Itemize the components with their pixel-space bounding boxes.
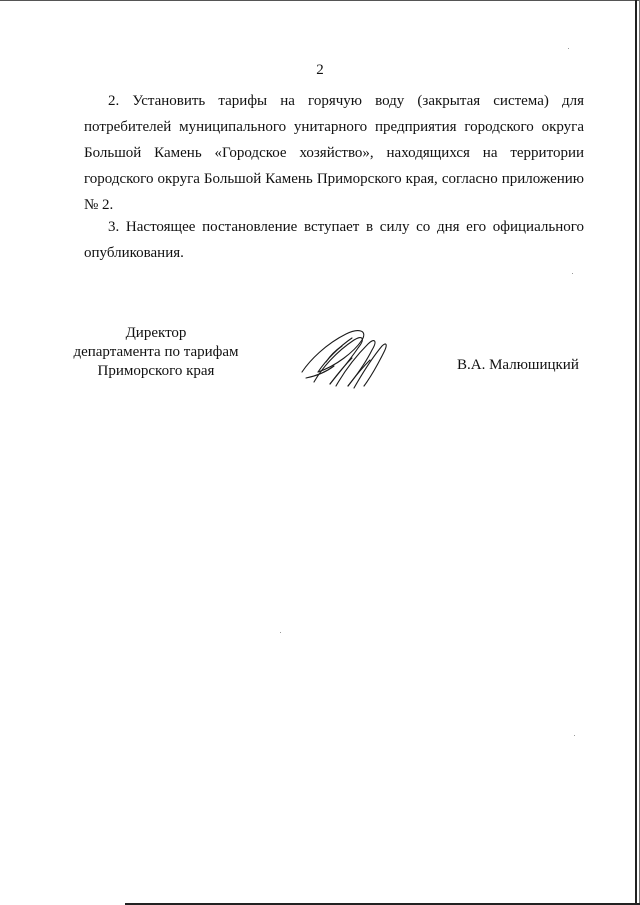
paragraph-effective-date: 3. Настоящее постановление вступает в силу со дня его официального опубликования.	[84, 219, 584, 261]
signatory-title	[66, 324, 246, 381]
page-number: 2	[316, 62, 324, 78]
signatory-title-line: Директор	[125, 325, 187, 341]
scan-edge-top	[0, 0, 640, 1]
signatory-title-line: департамента по тарифам	[73, 344, 239, 360]
scan-speck	[572, 273, 573, 274]
scan-edge-right	[635, 0, 637, 905]
signatory-name: В.А. Малюшицкий	[457, 357, 579, 373]
paragraph-tariff: 2. Установить тарифы на горячую воду (закрытая система) для потребителей муниципального унитарного предприятия городского округа Большой Камень «Городское хозяйство», находящихся на территории городского округа Большой Камень Приморского края, согласно приложению № 2.	[84, 93, 584, 213]
signatory-title-line: Приморского края	[97, 363, 215, 379]
handwritten-signature	[296, 322, 391, 392]
scan-speck	[568, 48, 569, 49]
scan-speck	[574, 735, 575, 736]
scan-speck	[280, 632, 281, 633]
